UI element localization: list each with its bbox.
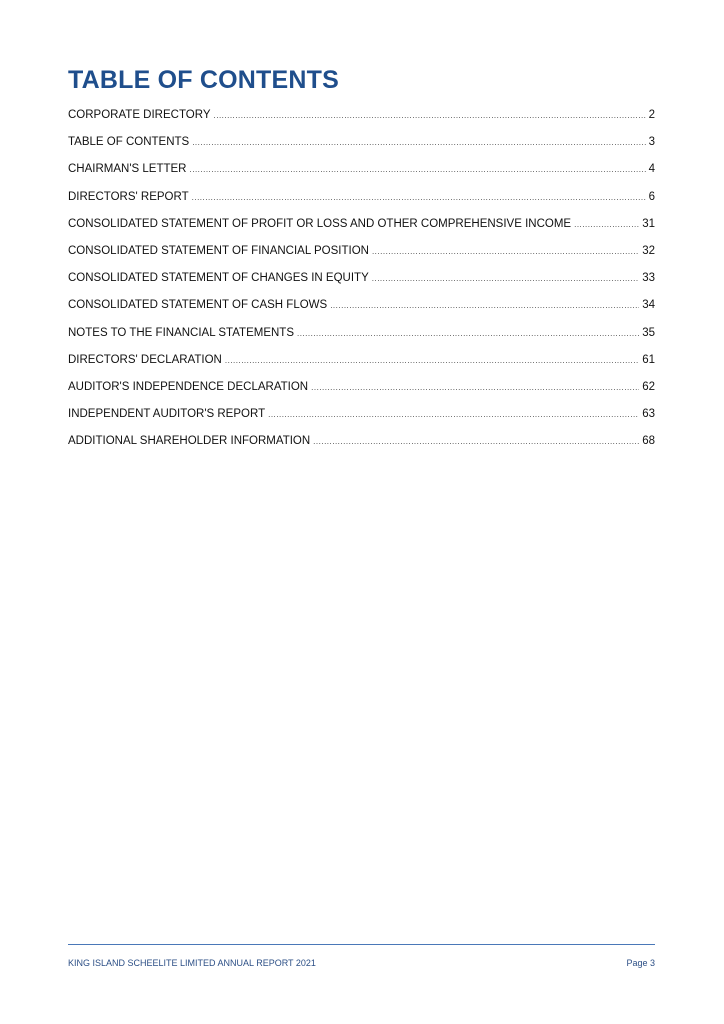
toc-entry-title: ADDITIONAL SHAREHOLDER INFORMATION [68, 435, 311, 448]
toc-entry-page: 34 [642, 299, 655, 312]
toc-leader-dots [372, 247, 639, 256]
toc-entry-title: CORPORATE DIRECTORY [68, 109, 211, 121]
toc-entry-title: TABLE OF CONTENTS [68, 136, 190, 149]
footer-report-name: KING ISLAND SCHEELITE LIMITED ANNUAL REPORT 2021 [68, 958, 316, 968]
toc-entry-title: CONSOLIDATED STATEMENT OF FINANCIAL POSITION [68, 244, 369, 257]
toc-entry-title: DIRECTORS' REPORT [68, 190, 189, 203]
toc-leader-dots [313, 437, 639, 446]
toc-entry-page: 31 [642, 217, 655, 230]
toc-entry-title: INDEPENDENT AUDITOR'S REPORT [68, 408, 266, 421]
toc-entry-page: 6 [648, 190, 655, 203]
toc-entry-notes[interactable] [68, 327, 655, 354]
toc-entry-financial-position[interactable] [68, 245, 655, 272]
toc-leader-dots [190, 165, 646, 174]
toc-entry-page: 2 [648, 109, 655, 121]
toc-leader-dots [330, 301, 639, 310]
toc-entry-title: AUDITOR'S INDEPENDENCE DECLARATION [68, 380, 309, 393]
toc-entry-auditors-independence[interactable] [68, 381, 655, 408]
toc-entry-table-of-contents[interactable] [68, 136, 655, 163]
toc-entry-directors-declaration[interactable] [68, 354, 655, 381]
toc-entry-title: DIRECTORS' DECLARATION [68, 353, 222, 366]
toc-entry-page: 68 [642, 435, 655, 448]
toc-entry-page: 63 [642, 408, 655, 421]
toc-leader-dots [574, 220, 639, 229]
toc-entry-page: 61 [642, 353, 655, 366]
toc-entry-title: CONSOLIDATED STATEMENT OF PROFIT OR LOSS AND OTHER COMPREHENSIVE INCOME [68, 217, 572, 230]
toc-entry-shareholder-information[interactable] [68, 435, 655, 462]
toc-leader-dots [372, 274, 639, 283]
toc-entry-title: CONSOLIDATED STATEMENT OF CASH FLOWS [68, 299, 328, 312]
toc-entry-page: 35 [642, 326, 655, 339]
toc-leader-dots [192, 138, 645, 147]
toc-entry-profit-or-loss[interactable] [68, 218, 655, 245]
table-of-contents [68, 109, 655, 462]
toc-entry-title: CONSOLIDATED STATEMENT OF CHANGES IN EQUITY [68, 272, 369, 285]
toc-leader-dots [192, 193, 646, 202]
page-title: TABLE OF CONTENTS [68, 66, 339, 94]
toc-entry-page: 32 [642, 244, 655, 257]
toc-entry-changes-in-equity[interactable] [68, 272, 655, 299]
toc-entry-directors-report[interactable] [68, 191, 655, 218]
footer-page-number: Page 3 [626, 958, 655, 968]
toc-entry-page: 4 [648, 163, 655, 176]
toc-entry-page: 33 [642, 272, 655, 285]
toc-leader-dots [214, 111, 646, 120]
toc-leader-dots [311, 383, 639, 392]
toc-entry-page: 3 [648, 136, 655, 149]
footer-divider [68, 944, 655, 945]
toc-entry-title: NOTES TO THE FINANCIAL STATEMENTS [68, 326, 294, 339]
toc-leader-dots [297, 329, 639, 338]
toc-entry-chairmans-letter[interactable] [68, 163, 655, 190]
toc-entry-cash-flows[interactable] [68, 299, 655, 326]
toc-entry-page: 62 [642, 380, 655, 393]
toc-leader-dots [225, 356, 639, 365]
toc-entry-title: CHAIRMAN'S LETTER [68, 163, 187, 176]
toc-entry-corporate-directory[interactable] [68, 109, 655, 136]
toc-leader-dots [268, 410, 639, 419]
toc-entry-auditors-report[interactable] [68, 408, 655, 435]
